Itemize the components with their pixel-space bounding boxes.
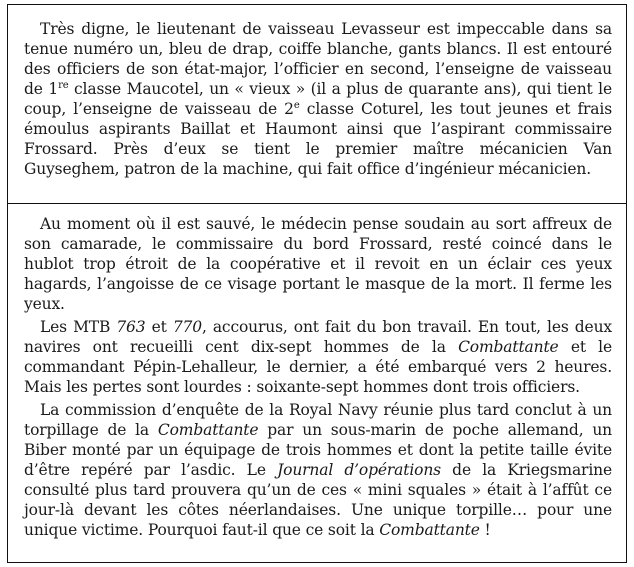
text-run: par un sous-marin de poche allemand, un Biber monté par un équipage de trois hommes et dont la petite taille évite d’être repéré par l’asdic. Le xyxy=(24,421,613,479)
italic-run: Combattante xyxy=(458,338,559,356)
text-run: , accourus, ont fait du bon travail. En tout, les deux navires ont recueilli cent dix-sept hommes de la xyxy=(24,318,613,356)
excerpt-top-paragraph xyxy=(24,19,612,179)
paragraph-inquiry xyxy=(24,400,612,540)
italic-run: Combattante xyxy=(157,421,259,439)
text-run: classe Coturel, les tout jeunes et frais émoulus aspirants Baillat et Haumont ainsi que l’aspirant commissaire Frossard. Près d’eux se tient le premier maître mécanicien Van Guyseghem, patron de la machine, qui fait office d’ingénieur mécanicien. xyxy=(24,100,612,178)
italic-run: 770 xyxy=(172,318,202,336)
text-run: ! xyxy=(479,521,491,539)
text-run: Très digne, le lieutenant de vaisseau Levasseur est impeccable dans sa tenue numéro un, bleu de drap, coiffe blanche, gants blancs. Il est entouré des officiers de son état-major, l’officier en second, l’enseigne de vaisseau de 1 xyxy=(24,20,612,98)
text-run: classe Maucotel, un « vieux » (il a plus de quarante ans), qui tient le coup, l’enseigne de vaisseau de 2 xyxy=(24,80,612,118)
italic-run: Combattante xyxy=(379,521,480,539)
text-run: Les MTB xyxy=(40,318,117,336)
ordinal-superscript: e xyxy=(293,100,300,111)
ordinal-superscript: re xyxy=(58,80,69,91)
text-run: et le commandant Pépin-Lehalleur, le dernier, a été embarqué vers 2 heures. Mais les pertes sont lourdes : soixante-sept hommes dont trois officiers. xyxy=(24,338,612,396)
text-run: et xyxy=(145,318,173,336)
text-run: La commission d’enquête de la Royal Navy réunie plus tard conclut à un torpillage de la xyxy=(24,401,612,439)
excerpt-bottom-box xyxy=(7,203,627,563)
italic-run: Journal d’opérations xyxy=(277,461,441,479)
italic-run: 763 xyxy=(116,318,146,336)
excerpt-top-box xyxy=(7,4,627,204)
text-run: de la Kriegsmarine consulté plus tard prouvera qu’un de ces « mini squales » était à l’affût ce jour-là devant les côtes néerlandaises. Une unique torpille… pour une unique victime. Pourquoi faut-il que ce soit la xyxy=(24,461,612,539)
paragraph-mtb xyxy=(24,317,612,397)
paragraph-rescue: Au moment où il est sauvé, le médecin pense soudain au sort affreux de son camarade, le commissaire du bord Frossard, resté coincé dans le hublot trop étroit de la coopérative et il revoit en un éclair ces yeux hagards, l’angoisse de ce visage portant le masque de la mort. Il ferme les yeux. xyxy=(24,215,612,313)
